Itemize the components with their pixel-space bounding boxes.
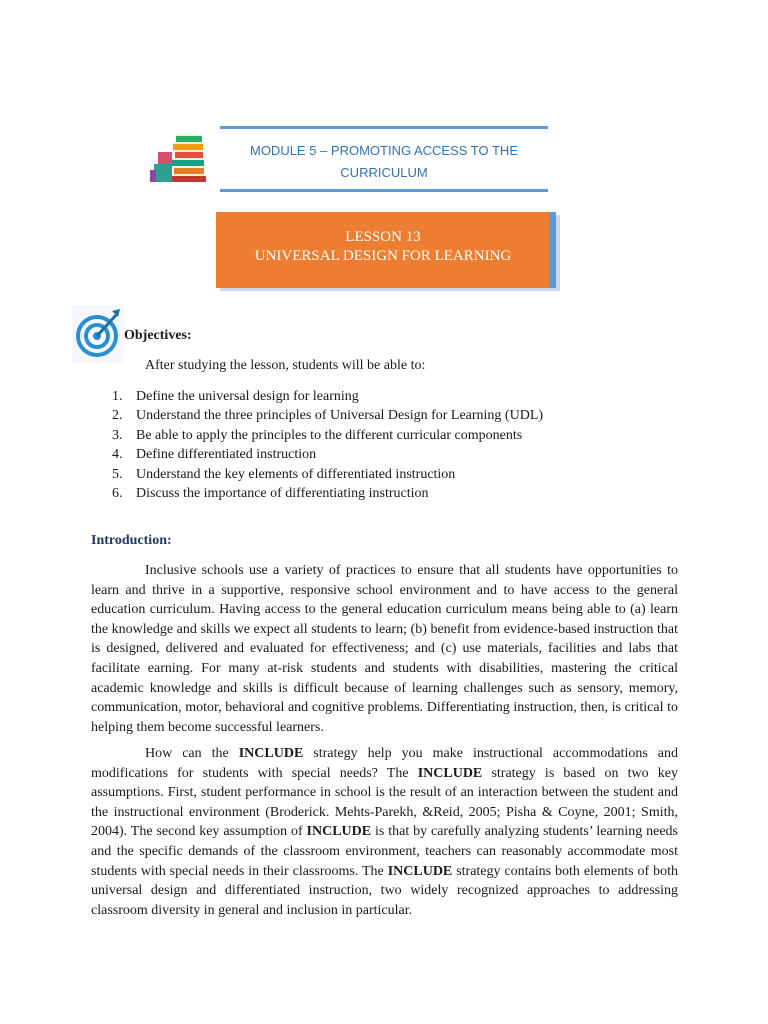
introduction-paragraph-2: How can the INCLUDE strategy help you make instructional accommodations and modifications for students with special needs? The INCLUDE strategy is based on two key assumptions. First, student performance in school is the result of an interaction between the student and the instructional environment (Broderick. Mehts-Parekh, &Reid, 2005; Pisha & Coyne, 2001; Smith, 2004). The second key assumption of INCLUDE is that by carefully analyzing students’ learning needs and the specific demands of the classroom environment, teachers can reasonably accommodate most students with special needs in their classrooms. The INCLUDE strategy contains both elements of both universal design and differentiated instruction, two widely recognized approaches to addressing classroom diversity in general and inclusion in particular. [91, 746, 679, 918]
books-icon [148, 130, 212, 184]
introduction-paragraph-1: Inclusive schools use a variety of practices to ensure that all students have opportunities to learn and thrive in a supportive, responsive school environment and to have access to the general education curriculum. Having access to the general education curriculum means being able to (a) learn the knowledge and skills we expect all students to learn; (b) benefit from evidence-based instruction that is designed, delivered and evaluated for effectiveness; and (c) use materials, facilities and labs that facilitate earning. For many at-risk students and students with disabilities, mastering the critical academic knowledge and skills is difficult because of learning challenges such as sensory, memory, communication, motor, behavioral and cognitive problems. Differentiating instruction, then, is critical to helping them become successful learners. [91, 563, 678, 735]
list-item: 3. Be able to apply the principles to the different curricular components [112, 427, 523, 443]
introduction-heading: Introduction: [91, 533, 172, 548]
lesson-banner [216, 212, 556, 288]
lesson-number: LESSON 13 [345, 229, 421, 245]
list-item: 1. Define the universal design for learning [112, 389, 359, 404]
list-item: 2. Understand the three principles of Universal Design for Learning (UDL) [112, 408, 544, 424]
module-title-line2: CURRICULUM [340, 165, 428, 180]
objectives-heading: Objectives: [124, 328, 192, 343]
objectives-intro: After studying the lesson, students will be able to: [145, 358, 426, 373]
lesson-title: UNIVERSAL DESIGN FOR LEARNING [254, 248, 512, 264]
target-icon [72, 305, 124, 363]
module-title-line1: MODULE 5 – PROMOTING ACCESS TO THE [249, 143, 518, 158]
list-item: 5. Understand the key elements of differentiated instruction [112, 466, 456, 482]
module-title [220, 140, 548, 184]
list-item: 4. Define differentiated instruction [112, 447, 317, 463]
list-item: 6. Discuss the importance of differentiating instruction [112, 485, 429, 501]
objectives-list [112, 387, 543, 503]
module-rule-bottom [220, 189, 548, 192]
module-rule-top [220, 126, 548, 129]
